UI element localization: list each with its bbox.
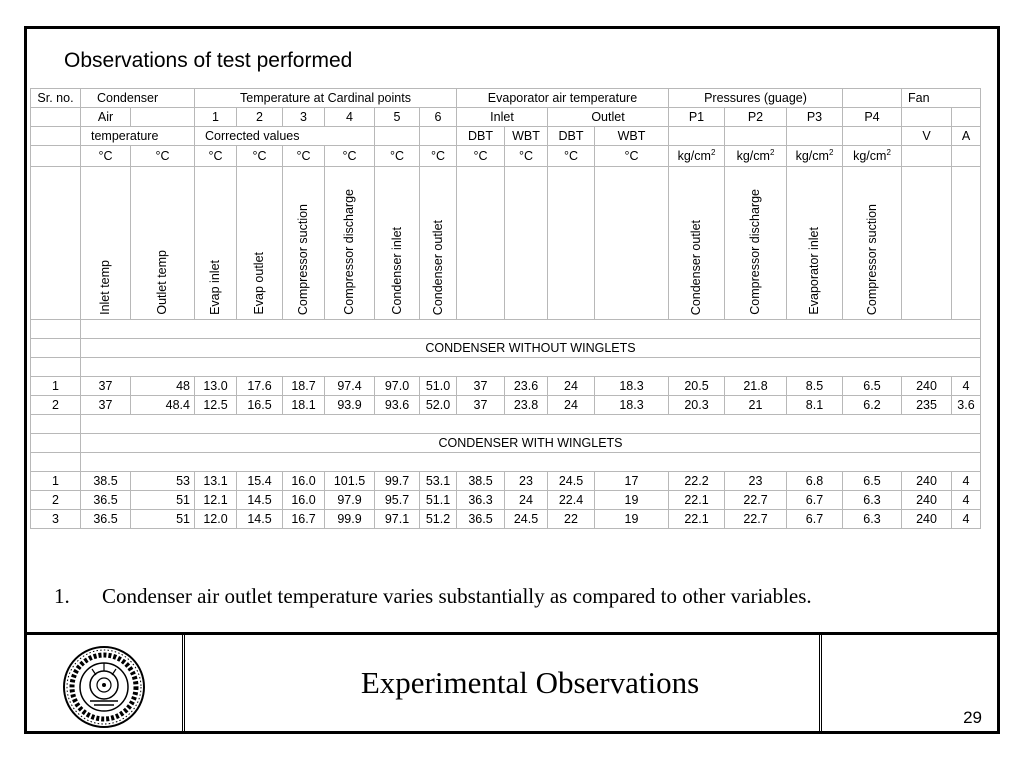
- unit-cell: °C: [457, 146, 505, 167]
- table-cell: 235: [902, 396, 952, 415]
- table-cell: 23: [505, 472, 548, 491]
- table-cell: 22.2: [669, 472, 725, 491]
- header-cell: Pressures (guage): [669, 89, 843, 108]
- header-cell: [725, 127, 787, 146]
- table-cell: 16.5: [237, 396, 283, 415]
- unit-cell: °C: [505, 146, 548, 167]
- table-cell: 97.1: [375, 510, 420, 529]
- table-cell: 97.4: [325, 377, 375, 396]
- header-cell: Condenser: [81, 89, 195, 108]
- table-cell: 20.3: [669, 396, 725, 415]
- unit-cell: $kg/cm^2$: [725, 146, 787, 167]
- header-cell: DBT: [457, 127, 505, 146]
- table-cell: 24: [548, 377, 595, 396]
- table-cell: 52.0: [420, 396, 457, 415]
- table-cell: 16.0: [283, 472, 325, 491]
- table-cell: 1: [31, 377, 81, 396]
- unit-cell: °C: [325, 146, 375, 167]
- unit-cell: °C: [420, 146, 457, 167]
- unit-cell: [952, 146, 981, 167]
- table-cell: 48: [131, 377, 195, 396]
- table-cell: 23.6: [505, 377, 548, 396]
- table-cell: 97.0: [375, 377, 420, 396]
- header-cell: 6: [420, 108, 457, 127]
- table-cell: 6.5: [843, 472, 902, 491]
- unit-cell: °C: [375, 146, 420, 167]
- table-cell: 22.7: [725, 491, 787, 510]
- header-cell: [843, 127, 902, 146]
- header-cell: WBT: [505, 127, 548, 146]
- header-cell: P1: [669, 108, 725, 127]
- header-cell: 4: [325, 108, 375, 127]
- vlabel-cell: Compressor suction: [843, 167, 902, 320]
- unit-cell: °C: [283, 146, 325, 167]
- table-cell: 22.1: [669, 510, 725, 529]
- vlabel-cell: Evaporator inlet: [787, 167, 843, 320]
- page-number: 29: [963, 708, 982, 727]
- header-cell: Temperature at Cardinal points: [195, 89, 457, 108]
- header-cell: 5: [375, 108, 420, 127]
- table-cell: 22.7: [725, 510, 787, 529]
- header-cell: [420, 127, 457, 146]
- table-cell: 18.3: [595, 377, 669, 396]
- table-cell: 93.9: [325, 396, 375, 415]
- table-cell: 23: [725, 472, 787, 491]
- header-row-1: [31, 89, 981, 108]
- table-cell: 240: [902, 472, 952, 491]
- unit-cell: °C: [595, 146, 669, 167]
- table-cell: 15.4: [237, 472, 283, 491]
- table-cell: 51.0: [420, 377, 457, 396]
- header-cell: Corrected values: [195, 127, 375, 146]
- table-cell: 240: [902, 491, 952, 510]
- section-row-with: [31, 434, 981, 453]
- table-row: [31, 510, 981, 529]
- header-cell: [131, 108, 195, 127]
- unit-cell: [31, 146, 81, 167]
- table-cell: 21.8: [725, 377, 787, 396]
- table-cell: 6.7: [787, 510, 843, 529]
- slide-heading: Observations of test performed: [64, 49, 353, 72]
- footer-divider: [182, 635, 191, 734]
- table-row: [31, 491, 981, 510]
- table-cell: 8.1: [787, 396, 843, 415]
- unit-cell: °C: [131, 146, 195, 167]
- observations-table: [30, 88, 981, 529]
- header-cell: [375, 127, 420, 146]
- table-cell: 21: [725, 396, 787, 415]
- header-cell: 1: [195, 108, 237, 127]
- header-cell: [31, 127, 81, 146]
- unit-cell: $kg/cm^2$: [787, 146, 843, 167]
- vlabel-cell: Outlet temp: [131, 167, 195, 320]
- table-cell: 6.5: [843, 377, 902, 396]
- header-cell: P4: [843, 108, 902, 127]
- unit-cell: $kg/cm^2$: [669, 146, 725, 167]
- table-cell: 93.6: [375, 396, 420, 415]
- table-cell: 36.3: [457, 491, 505, 510]
- table-cell: 95.7: [375, 491, 420, 510]
- footer-title: Experimental Observations: [360, 665, 700, 700]
- header-cell: Evaporator air temperature: [457, 89, 669, 108]
- vlabel-cell: Inlet temp: [81, 167, 131, 320]
- table-row: [31, 472, 981, 491]
- table-cell: 18.1: [283, 396, 325, 415]
- header-cell: A: [952, 127, 981, 146]
- table-cell: 38.5: [457, 472, 505, 491]
- header-cell: Air: [81, 108, 131, 127]
- header-cell: [952, 108, 981, 127]
- table-cell: 3: [31, 510, 81, 529]
- header-cell: V: [902, 127, 952, 146]
- table-cell: 99.9: [325, 510, 375, 529]
- vlabel-cell: Evap outlet: [237, 167, 283, 320]
- table-cell: 2: [31, 396, 81, 415]
- table-cell: 6.7: [787, 491, 843, 510]
- header-cell: 2: [237, 108, 283, 127]
- table-cell: 37: [457, 377, 505, 396]
- vlabel-cell: Evap inlet: [195, 167, 237, 320]
- table-cell: 51: [131, 510, 195, 529]
- table-cell: 3.6: [952, 396, 981, 415]
- table-cell: 16.0: [283, 491, 325, 510]
- header-cell: WBT: [595, 127, 669, 146]
- table-cell: 36.5: [457, 510, 505, 529]
- unit-cell: °C: [548, 146, 595, 167]
- section-row-without: [31, 339, 981, 358]
- header-cell: Fan: [902, 89, 981, 108]
- header-cell: [31, 108, 81, 127]
- vlabel-cell: Condenser inlet: [375, 167, 420, 320]
- vlabel-cell: Compressor discharge: [725, 167, 787, 320]
- table-cell: 12.5: [195, 396, 237, 415]
- table-cell: 24: [548, 396, 595, 415]
- table-cell: 8.5: [787, 377, 843, 396]
- header-cell: [669, 127, 725, 146]
- observation-note: [54, 584, 812, 609]
- vlabel-cell: [31, 167, 81, 320]
- table-cell: 37: [457, 396, 505, 415]
- table-cell: 18.7: [283, 377, 325, 396]
- slide-footer: [24, 632, 1000, 734]
- vlabel-cell: Compressor suction: [283, 167, 325, 320]
- header-cell: P3: [787, 108, 843, 127]
- table-cell: 6.3: [843, 510, 902, 529]
- unit-cell: [902, 146, 952, 167]
- note-number: 1.: [54, 584, 70, 608]
- vlabel-cell: Compressor discharge: [325, 167, 375, 320]
- header-row-2: [31, 108, 981, 127]
- header-row-3: [31, 127, 981, 146]
- vlabel-cell: [902, 167, 952, 320]
- section-label-with: CONDENSER WITH WINGLETS: [81, 434, 981, 453]
- table-cell: 24.5: [548, 472, 595, 491]
- table-cell: 14.5: [237, 491, 283, 510]
- header-cell: [902, 108, 952, 127]
- table-cell: 51: [131, 491, 195, 510]
- header-cell: Inlet: [457, 108, 548, 127]
- table-cell: 4: [952, 472, 981, 491]
- table-cell: 48.4: [131, 396, 195, 415]
- header-cell: Sr. no.: [31, 89, 81, 108]
- vlabel-cell: [505, 167, 548, 320]
- header-cell: P2: [725, 108, 787, 127]
- spacer-row: [31, 320, 981, 339]
- table-cell: 97.9: [325, 491, 375, 510]
- table-cell: 37: [81, 377, 131, 396]
- vlabel-cell: [548, 167, 595, 320]
- table-cell: 24.5: [505, 510, 548, 529]
- section-label-without: CONDENSER WITHOUT WINGLETS: [81, 339, 981, 358]
- header-cell: [843, 89, 902, 108]
- table-row: [31, 377, 981, 396]
- unit-cell: °C: [81, 146, 131, 167]
- table-cell: 20.5: [669, 377, 725, 396]
- header-cell: DBT: [548, 127, 595, 146]
- table-cell: 2: [31, 491, 81, 510]
- table-cell: 6.3: [843, 491, 902, 510]
- table-cell: 4: [952, 377, 981, 396]
- iit-delhi-emblem-icon: [62, 645, 146, 729]
- spacer-row: [31, 453, 981, 472]
- table-cell: 23.8: [505, 396, 548, 415]
- table-cell: 51.1: [420, 491, 457, 510]
- table-cell: 17.6: [237, 377, 283, 396]
- table-cell: 19: [595, 491, 669, 510]
- table-cell: 36.5: [81, 510, 131, 529]
- table-cell: 19: [595, 510, 669, 529]
- table-cell: 6.8: [787, 472, 843, 491]
- table-cell: 22: [548, 510, 595, 529]
- table-cell: 240: [902, 377, 952, 396]
- table-cell: 37: [81, 396, 131, 415]
- vlabel-cell: Condenser outlet: [669, 167, 725, 320]
- table-cell: 18.3: [595, 396, 669, 415]
- table-cell: 6.2: [843, 396, 902, 415]
- units-row: [31, 146, 981, 167]
- table-cell: 99.7: [375, 472, 420, 491]
- table-cell: 51.2: [420, 510, 457, 529]
- table-row: [31, 396, 981, 415]
- table-cell: 101.5: [325, 472, 375, 491]
- with-winglets-rows: [31, 472, 981, 529]
- table-cell: 4: [952, 510, 981, 529]
- spacer-row: [31, 358, 981, 377]
- spacer-row: [31, 415, 981, 434]
- vlabel-cell: [595, 167, 669, 320]
- table-cell: 240: [902, 510, 952, 529]
- table-cell: 16.7: [283, 510, 325, 529]
- header-cell: Outlet: [548, 108, 669, 127]
- vlabel-cell: [457, 167, 505, 320]
- unit-cell: $kg/cm^2$: [843, 146, 902, 167]
- table-cell: 22.1: [669, 491, 725, 510]
- table-cell: 13.0: [195, 377, 237, 396]
- header-cell: temperature: [81, 127, 195, 146]
- vertical-label-row: [31, 167, 981, 320]
- unit-cell: °C: [195, 146, 237, 167]
- table-cell: 24: [505, 491, 548, 510]
- table-cell: 53.1: [420, 472, 457, 491]
- table-cell: 12.1: [195, 491, 237, 510]
- table-cell: 1: [31, 472, 81, 491]
- table-cell: 17: [595, 472, 669, 491]
- table-cell: 14.5: [237, 510, 283, 529]
- table-cell: 36.5: [81, 491, 131, 510]
- table-cell: 53: [131, 472, 195, 491]
- table-cell: 4: [952, 491, 981, 510]
- table-cell: 13.1: [195, 472, 237, 491]
- without-winglets-rows: [31, 377, 981, 415]
- unit-cell: °C: [237, 146, 283, 167]
- table-cell: 22.4: [548, 491, 595, 510]
- vlabel-cell: [952, 167, 981, 320]
- table-cell: 38.5: [81, 472, 131, 491]
- header-cell: 3: [283, 108, 325, 127]
- note-text: Condenser air outlet temperature varies substantially as compared to other variables.: [102, 584, 812, 608]
- table-cell: 12.0: [195, 510, 237, 529]
- header-cell: [787, 127, 843, 146]
- vlabel-cell: Condenser outlet: [420, 167, 457, 320]
